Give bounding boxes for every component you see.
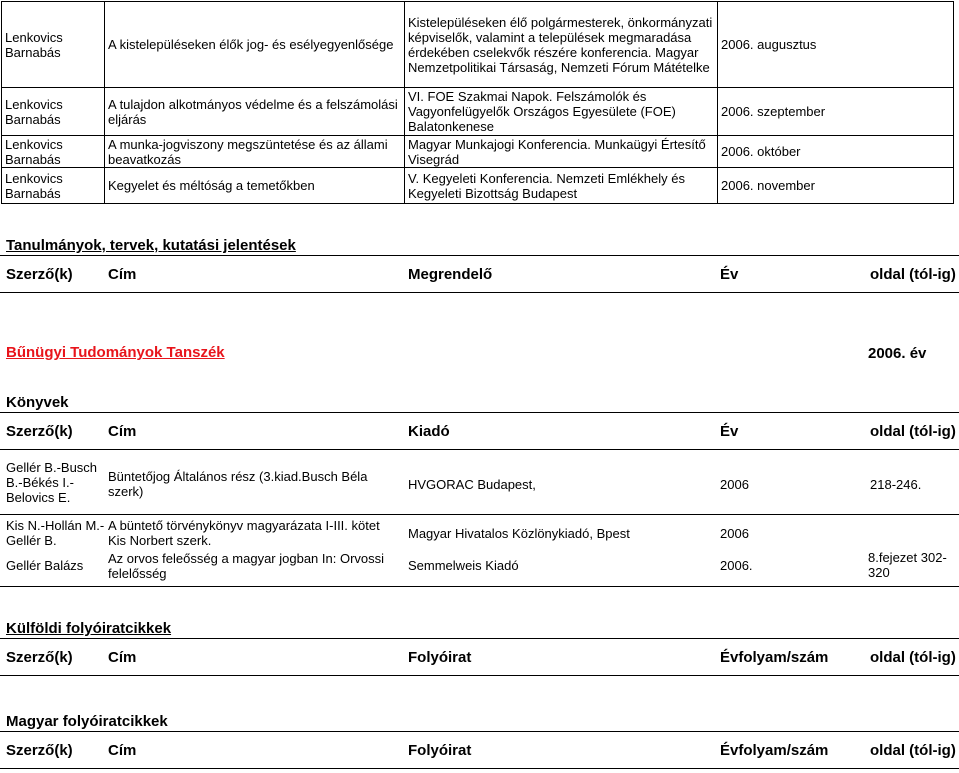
divider: [0, 514, 959, 515]
department-name: Bűnügyi Tudományok Tanszék: [6, 344, 225, 361]
book-year: 2006.: [720, 558, 753, 573]
table-row: [2, 168, 954, 204]
book-pages: 8.fejezet 302-320: [868, 550, 947, 580]
col-volume: Évfolyam/szám: [720, 649, 829, 666]
divider: [0, 768, 959, 769]
col-author: Szerző(k): [6, 742, 73, 759]
studies-header-row: [0, 256, 959, 292]
col-pages: oldal (tól-ig): [870, 649, 956, 666]
title-cell: A tulajdon alkotmányos védelme és a felszámolási eljárás: [105, 88, 405, 136]
divider: [0, 586, 959, 587]
col-client: Megrendelő: [408, 266, 493, 283]
col-publisher: Kiadó: [408, 423, 450, 440]
books-heading: Könyvek: [6, 394, 69, 411]
foreign-articles-heading: Külföldi folyóiratcikkek: [6, 620, 172, 637]
domestic-articles-heading: Magyar folyóiratcikkek: [6, 713, 168, 730]
book-author: Gellér B.-Busch B.-Békés I.-Belovics E.: [6, 460, 98, 505]
book-title: Büntetőjog Általános rész (3.kiad.Busch Béla szerk): [108, 469, 368, 499]
book-title: Az orvos feleősség a magyar jogban In: Orvossi felelősség: [108, 551, 385, 581]
author-cell: Lenkovics Barnabás: [2, 168, 105, 204]
book-publisher: Semmelweis Kiadó: [408, 558, 519, 573]
foreign-header-row: [0, 639, 959, 675]
date-cell: 2006. október: [718, 136, 954, 168]
title-cell: Kegyelet és méltóság a temetőkben: [105, 168, 405, 204]
col-title: Cím: [108, 649, 137, 666]
col-author: Szerző(k): [6, 649, 73, 666]
book-publisher: Magyar Hivatalos Közlönykiadó, Bpest: [408, 526, 630, 541]
col-author: Szerző(k): [6, 423, 73, 440]
author-cell: Lenkovics Barnabás: [2, 88, 105, 136]
venue-cell: VI. FOE Szakmai Napok. Felszámolók és Vagyonfelügyelők Országos Egyesülete (FOE) Balatonkenese: [405, 88, 718, 136]
venue-cell: V. Kegyeleti Konferencia. Nemzeti Emlékhely és Kegyeleti Bizottság Budapest: [405, 168, 718, 204]
table-row: [2, 88, 954, 136]
book-author: Gellér Balázs: [6, 558, 84, 573]
table-row: [2, 2, 954, 88]
date-cell: 2006. szeptember: [718, 88, 954, 136]
venue-cell: Kistelepüléseken élő polgármesterek, önkormányzati képviselők, valamint a települések megmaradása érdekében cselekvők részére konferencia. Magyar Nemzetpolitikai Társaság, Nemzeti Fórum Mátételke: [405, 2, 718, 88]
date-cell: 2006. augusztus: [718, 2, 954, 88]
book-year: 2006: [720, 526, 749, 541]
col-pages: oldal (tól-ig): [870, 742, 956, 759]
venue-cell: Magyar Munkajogi Konferencia. Munkaügyi Értesítő Visegrád: [405, 136, 718, 168]
col-pages: oldal (tól-ig): [870, 423, 956, 440]
col-title: Cím: [108, 423, 137, 440]
department-year: 2006. év: [868, 345, 927, 362]
col-year: Év: [720, 423, 739, 440]
title-cell: A kistelepüléseken élők jog- és esélyegyenlősége: [105, 2, 405, 88]
col-title: Cím: [108, 742, 137, 759]
books-header-row: [0, 413, 959, 449]
table-row: [2, 136, 954, 168]
col-pages: oldal (tól-ig): [870, 266, 956, 283]
domestic-header-row: [0, 732, 959, 768]
col-title: Cím: [108, 266, 137, 283]
book-publisher: HVGORAC Budapest,: [408, 477, 536, 492]
col-journal: Folyóirat: [408, 742, 472, 759]
col-volume: Évfolyam/szám: [720, 742, 829, 759]
title-cell: A munka-jogviszony megszüntetése és az állami beavatkozás: [105, 136, 405, 168]
book-pages: 218-246.: [870, 477, 922, 492]
col-year: Év: [720, 266, 739, 283]
col-author: Szerző(k): [6, 266, 73, 283]
divider: [0, 449, 959, 450]
author-cell: Lenkovics Barnabás: [2, 2, 105, 88]
studies-heading: Tanulmányok, tervek, kutatási jelentések: [6, 237, 296, 254]
top-events-table: [1, 1, 954, 204]
book-title: A büntető törvénykönyv magyarázata I-III. kötet Kis Norbert szerk.: [108, 518, 380, 548]
book-author: Kis N.-Hollán M.-Gellér B.: [6, 518, 105, 548]
date-cell: 2006. november: [718, 168, 954, 204]
col-journal: Folyóirat: [408, 649, 472, 666]
divider: [0, 292, 959, 293]
book-year: 2006: [720, 477, 749, 492]
author-cell: Lenkovics Barnabás: [2, 136, 105, 168]
divider: [0, 675, 959, 676]
